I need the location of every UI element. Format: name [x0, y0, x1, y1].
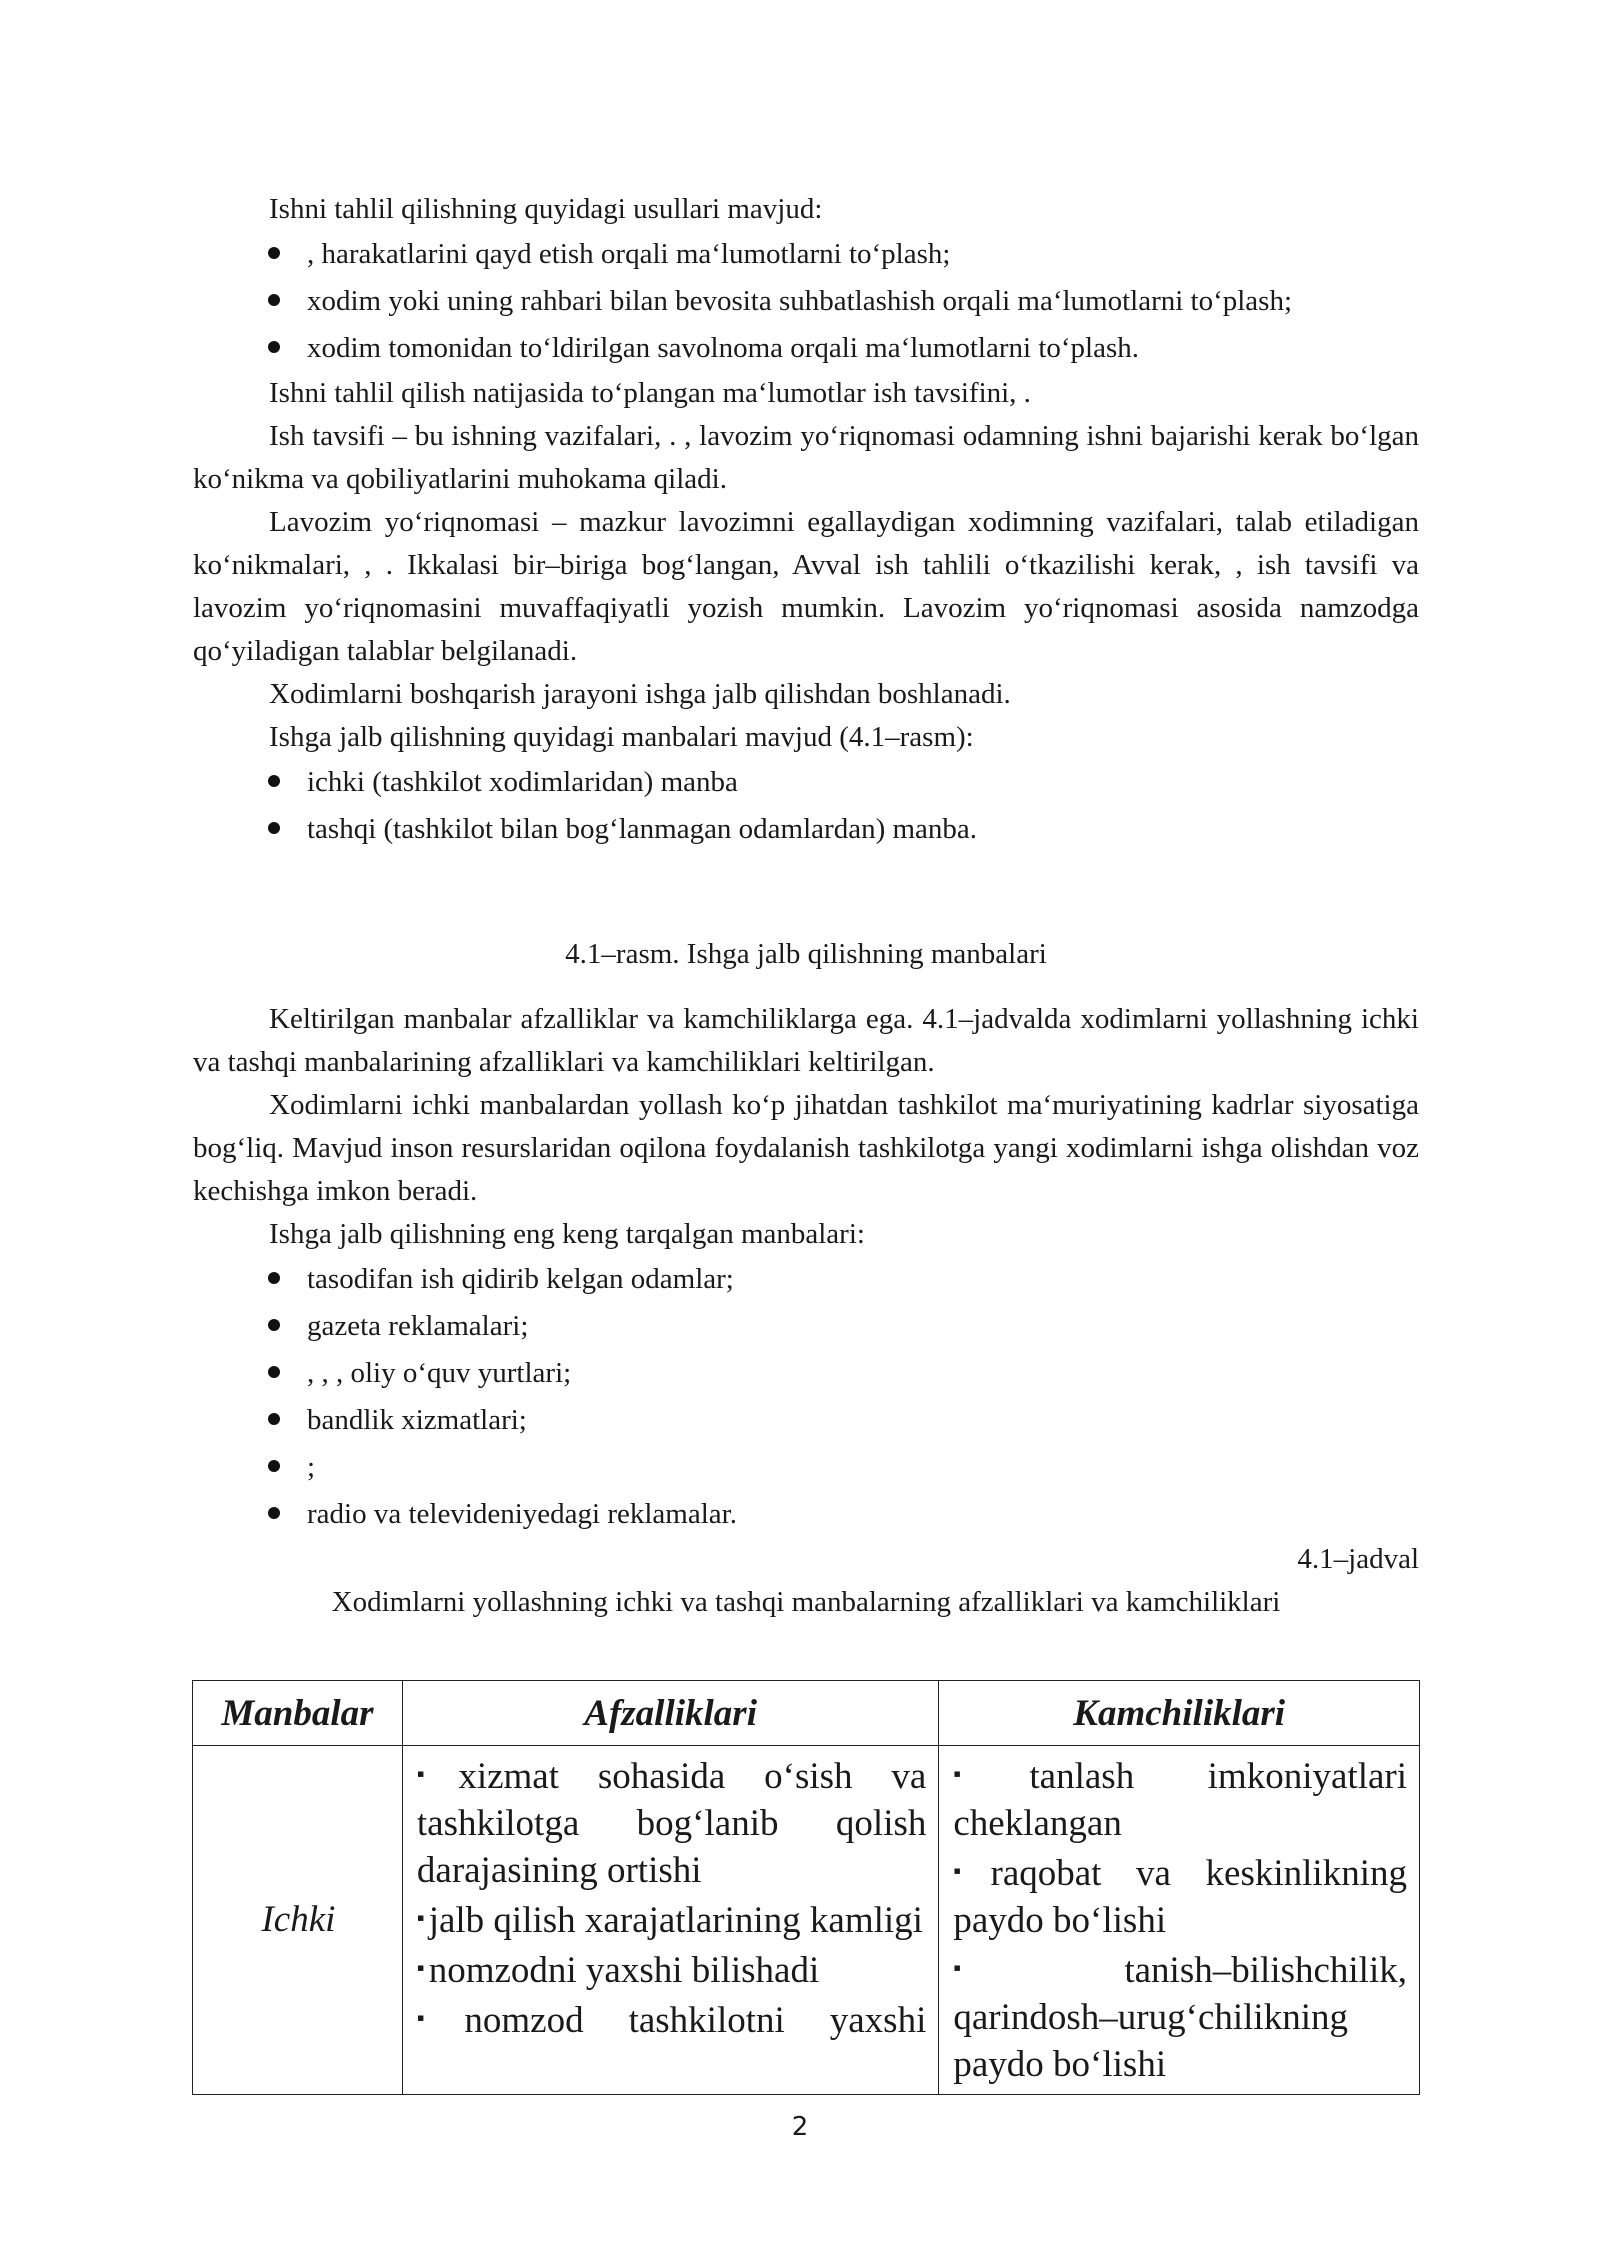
bullet-icon [268, 294, 280, 306]
cell-item: ▪ raqobat va keskinlikning paydo bo‘lishi [953, 1853, 1407, 1941]
list-item: tashqi (tashkilot bilan bog‘lanmagan odamlardan) manba. [193, 806, 1419, 853]
disadvantages-cell [939, 1746, 1420, 2095]
square-bullet-icon: ▪ [416, 1955, 425, 1980]
table-label: 4.1–jadval [1297, 1543, 1419, 1575]
list-item: , , , oliy o‘quv yurtlari; [193, 1350, 1419, 1397]
table-row [193, 1746, 1420, 2095]
table-header-row [193, 1681, 1420, 1746]
list-item: bandlik xizmatlari; [193, 1397, 1419, 1444]
bullet-icon [268, 247, 280, 259]
paragraph: Ishni tahlil qilish natijasida to‘plangan ma‘lumotlar ish tavsifini, . [269, 377, 1031, 409]
bullet-icon [268, 1366, 280, 1378]
common-sources-list [193, 1256, 1419, 1538]
page-number: 2 [791, 2112, 809, 2142]
list-item: radio va televideniyedagi reklamalar. [193, 1491, 1419, 1538]
cell-item: ▪ xizmat sohasida o‘sish va tashkilotga bog‘lanib qolish darajasining ortishi [416, 1756, 927, 1891]
bullet-icon [268, 1272, 280, 1284]
figure-caption: 4.1–rasm. Ishga jalb qilishning manbalari [565, 938, 1047, 970]
sources-list [193, 759, 1419, 853]
page-body [193, 188, 1419, 1624]
bullet-icon [268, 1319, 280, 1331]
cell-item: ▪ nomzodni yaxshi bilishadi [416, 1950, 820, 1991]
paragraph: Ishga jalb qilishning quyidagi manbalari mavjud (4.1–rasm): [269, 721, 974, 753]
paragraph: Xodimlarni boshqarish jarayoni ishga jalb qilishdan boshlanadi. [269, 678, 1011, 710]
paragraph: Keltirilgan manbalar afzalliklar va kamchiliklarga ega. 4.1–jadvalda xodimlarni yollashning ichki va tashqi manbalarining afzalliklari va kamchiliklari keltirilgan. [193, 1003, 1419, 1078]
table-title: Xodimlarni yollashning ichki va tashqi manbalarning afzalliklari va kamchiliklari [331, 1586, 1281, 1618]
paragraph: Ish tavsifi – bu ishning vazifalari, . , lavozim yo‘riqnomasi odamning ishni bajarishi kerak bo‘lgan ko‘nikma va qobiliyatlarini muhokama qiladi. [193, 420, 1419, 495]
square-bullet-icon: ▪ [953, 1761, 1026, 1786]
bullet-icon [268, 822, 280, 834]
bullet-icon [268, 341, 280, 353]
paragraph: Xodimlarni ichki manbalardan yollash ko‘p jihatdan tashkilot ma‘muriyatining kadrlar siyosatiga bog‘liq. Mavjud inson resurslaridan oqilona foydalanish tashkilotga yangi xodimlarni ishga olishdan voz kechishga imkon beradi. [193, 1089, 1419, 1207]
square-bullet-icon: ▪ [416, 1761, 455, 1786]
cell-item: ▪ tanish–bilishchilik, qarindosh–urug‘chilikning paydo bo‘lishi [953, 1950, 1407, 2085]
list-item: ichki (tashkilot xodimlaridan) manba [193, 759, 1419, 806]
list-item: ; [193, 1444, 1419, 1491]
advantages-cell [402, 1746, 938, 2095]
column-header: Kamchiliklari [939, 1681, 1420, 1746]
cell-item: ▪ jalb qilish xarajatlarining kamligi [416, 1900, 923, 1941]
bullet-icon [268, 1507, 280, 1519]
list-item: xodim tomonidan to‘ldirilgan savolnoma orqali ma‘lumotlarni to‘plash. [193, 325, 1419, 372]
bullet-icon [268, 1460, 280, 1472]
cell-item: ▪ nomzod tashkilotni yaxshi [416, 2000, 927, 2041]
bullet-icon [268, 775, 280, 787]
row-label: Ichki [193, 1746, 403, 2095]
column-header: Afzalliklari [402, 1681, 938, 1746]
sources-table [192, 1680, 1420, 2095]
square-bullet-icon: ▪ [416, 2005, 461, 2030]
methods-list [193, 231, 1419, 372]
paragraph: Ishga jalb qilishning eng keng tarqalgan manbalari: [269, 1218, 865, 1250]
square-bullet-icon: ▪ [953, 1955, 1121, 1980]
square-bullet-icon: ▪ [953, 1858, 987, 1883]
list-item: , harakatlarini qayd etish orqali ma‘lumotlarni to‘plash; [193, 231, 1419, 278]
square-bullet-icon: ▪ [416, 1905, 425, 1930]
column-header: Manbalar [193, 1681, 403, 1746]
list-item: xodim yoki uning rahbari bilan bevosita suhbatlashish orqali ma‘lumotlarni to‘plash; [193, 278, 1419, 325]
list-item: gazeta reklamalari; [193, 1303, 1419, 1350]
cell-item: ▪ tanlash imkoniyatlari cheklangan [953, 1756, 1407, 1844]
figure-space [193, 853, 1419, 933]
paragraph: Lavozim yo‘riqnomasi – mazkur lavozimni egallaydigan xodimning vazifalari, talab etiladigan ko‘nikmalari, , . Ikkalasi bir–biriga bog‘langan, Avval ish tahlili o‘tkazilishi kerak, , ish tavsifi va lavozim yo‘riqnomasini muvaffaqiyatli yozish mumkin. Lavozim yo‘riqnomasi asosida namzodga qo‘yiladigan talablar belgilanadi. [193, 506, 1419, 667]
list-item: tasodifan ish qidirib kelgan odamlar; [193, 1256, 1419, 1303]
bullet-icon [268, 1413, 280, 1425]
paragraph-intro: Ishni tahlil qilishning quyidagi usullari mavjud: [269, 193, 823, 225]
